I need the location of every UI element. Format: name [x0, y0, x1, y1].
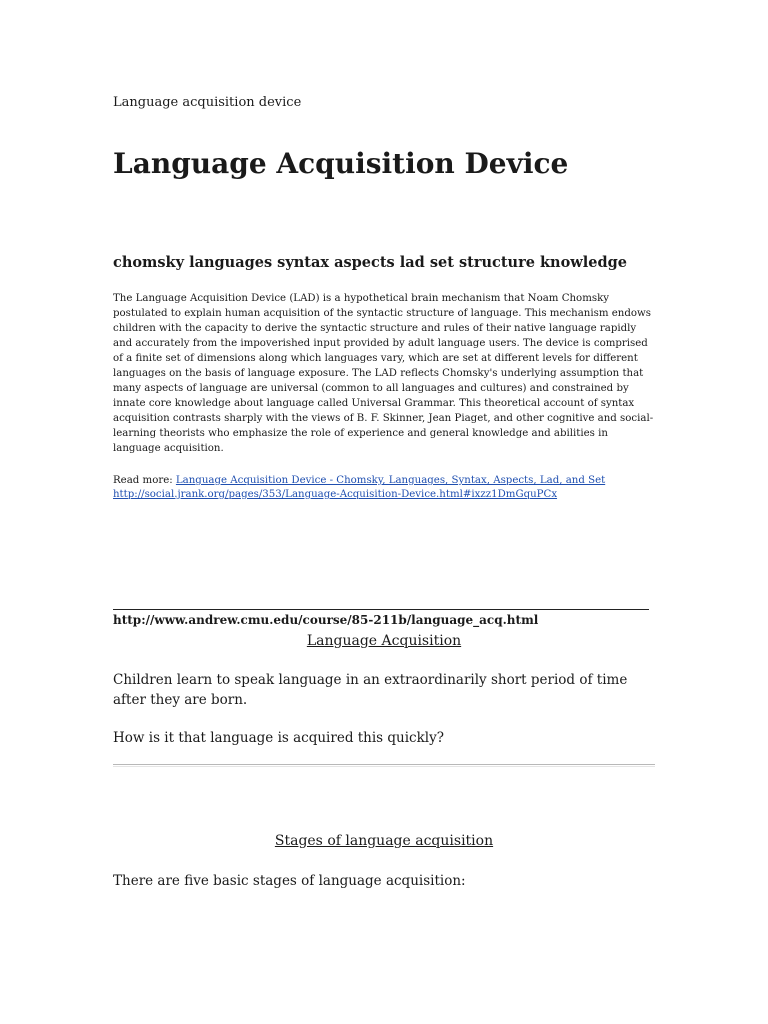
- lad-description-paragraph: The Language Acquisition Device (LAD) is a hypothetical brain mechanism that Noam Chomsky postulated to explain human acquisition of the syntactic structure of language. This mechanism endows children with the capacity to derive the syntactic structure and rules of their native language rapidly and accurately from the impoverished input provided by adult language users. The device is comprised of a finite set of dimensions along which languages vary, which are set at different levels for different languages on the basis of language exposure. The LAD reflects Chomsky's underlying assumption that many aspects of language are universal (common to all languages and cultures) and constrained by innate core knowledge about language called Universal Grammar. This theoretical account of syntax acquisition contrasts sharply with the views of B. F. Skinner, Jean Piaget, and other cognitive and social-learning theorists who emphasize the role of experience and general knowledge and abilities in language acquisition.: [113, 293, 654, 454]
- section-title-language-acquisition: Language Acquisition: [306, 633, 462, 649]
- page-title: Language Acquisition Device: [113, 147, 569, 180]
- question-paragraph: How is it that language is acquired this quickly?: [113, 730, 444, 746]
- document-page: [113, 0, 658, 1024]
- children-learn-paragraph: Children learn to speak language in an extraordinarily short period of time after they are born.: [113, 672, 628, 708]
- read-more-prefix: Read more:: [113, 475, 176, 486]
- read-more-block: [113, 474, 658, 502]
- source-url: http://www.andrew.cmu.edu/course/85-211b/language_acq.html: [113, 613, 539, 627]
- read-more-link[interactable]: Language Acquisition Device - Chomsky, Languages, Syntax, Aspects, Lad, and Set: [175, 475, 606, 486]
- document-label: Language acquisition device: [113, 95, 302, 110]
- section-title-stages: Stages of language acquisition: [274, 833, 494, 849]
- horizontal-rule: [113, 609, 649, 610]
- stages-intro-paragraph: There are five basic stages of language acquisition:: [113, 873, 466, 889]
- keywords-subheading: chomsky languages syntax aspects lad set structure knowledge: [113, 254, 627, 271]
- section-divider: [113, 764, 655, 767]
- read-more-url-link[interactable]: http://social.jrank.org/pages/353/Language-Acquisition-Device.html#ixzz1DmGquPCx: [113, 489, 558, 500]
